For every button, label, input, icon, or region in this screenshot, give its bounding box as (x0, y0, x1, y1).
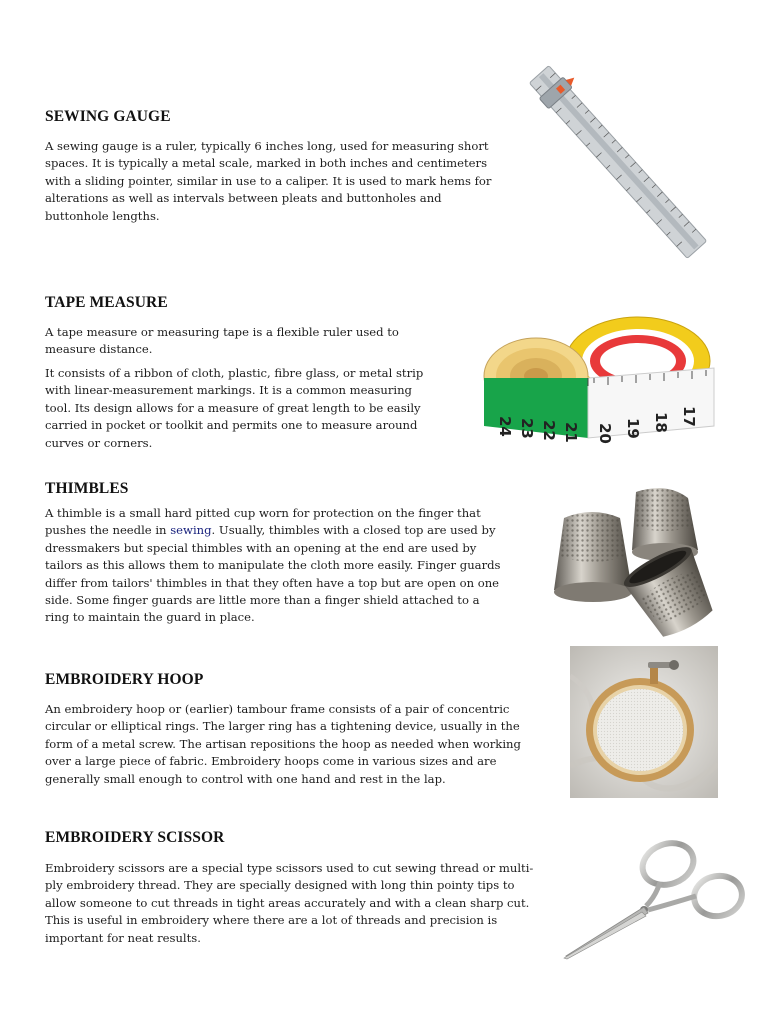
sewing-link[interactable]: sewing (170, 523, 212, 538)
paragraph-thimbles (45, 505, 505, 627)
paragraph-embroidery-hoop: An embroidery hoop or (earlier) tambour frame consists of a pair of concentric circular or elliptical rings. The larger ring has a tightening device, usually in the form of a metal screw. The artisan repositions the hoop as needed when working over a large piece of fabric. Embroidery hoops come in various sizes and are generally small enough to control with one hand and rest in the lap. (45, 702, 521, 786)
thimbles-text-before-link: A thimble is a small hard pitted cup worn for protection on the finger that pushes the needle in (45, 506, 481, 538)
tape-number-19: 19 (624, 418, 642, 439)
embroidery-scissor-image (560, 838, 748, 962)
tape-number-24: 24 (496, 416, 514, 437)
heading-tape-measure: TAPE MEASURE (45, 294, 168, 311)
paragraph-sewing-gauge: A sewing gauge is a ruler, typically 6 inches long, used for measuring short spaces. It is typically a metal scale, marked in both inches and centimeters with a sliding pointer, similar in use to a caliper. It is used to mark hems for alterations as well as intervals between pleats and buttonholes and buttonhole lengths. (45, 139, 492, 223)
thimbles-text-after-link: . Usually, thimbles with a closed top are used by dressmakers but special thimbles with an opening at the end are used by tailors as this allows them to manipulate the cloth more easily. Finger guards differ from tailors' thimbles in that they often have a top but are open on one side. Some finger guards are little more than a finger shield attached to a ring to maintain the guard in place. (45, 523, 501, 625)
heading-sewing-gauge: SEWING GAUGE (45, 108, 171, 125)
paragraph-embroidery-scissor: Embroidery scissors are a special type scissors used to cut sewing thread or multi-ply embroidery thread. They are specially designed with long thin pointy tips to allow someone to cut threads in tight areas accurately and with a clean sharp cut. This is useful in embroidery where there are a lot of threads and precision is important for neat results. (45, 861, 534, 945)
tape-measure-image (478, 306, 718, 456)
paragraph-tape-measure-1: A tape measure or measuring tape is a flexible ruler used to measure distance. (45, 325, 399, 357)
tape-number-21: 21 (562, 422, 580, 443)
tape-number-17: 17 (680, 406, 698, 427)
tape-number-20: 20 (596, 423, 614, 444)
tape-number-22: 22 (540, 420, 558, 441)
heading-embroidery-hoop: EMBROIDERY HOOP (45, 671, 204, 688)
heading-embroidery-scissor: EMBROIDERY SCISSOR (45, 829, 225, 846)
embroidery-hoop-image (570, 646, 718, 798)
heading-thimbles: THIMBLES (45, 480, 129, 497)
tape-number-18: 18 (652, 412, 670, 433)
thimbles-image (540, 478, 722, 640)
sewing-gauge-image (518, 64, 718, 260)
tape-number-23: 23 (518, 418, 536, 439)
paragraph-tape-measure-2: It consists of a ribbon of cloth, plastic, fibre glass, or metal strip with linear-measurement markings. It is a common measuring tool. Its design allows for a measure of great length to be easily carried in pocket or toolkit and permits one to measure around curves or corners. (45, 366, 424, 450)
